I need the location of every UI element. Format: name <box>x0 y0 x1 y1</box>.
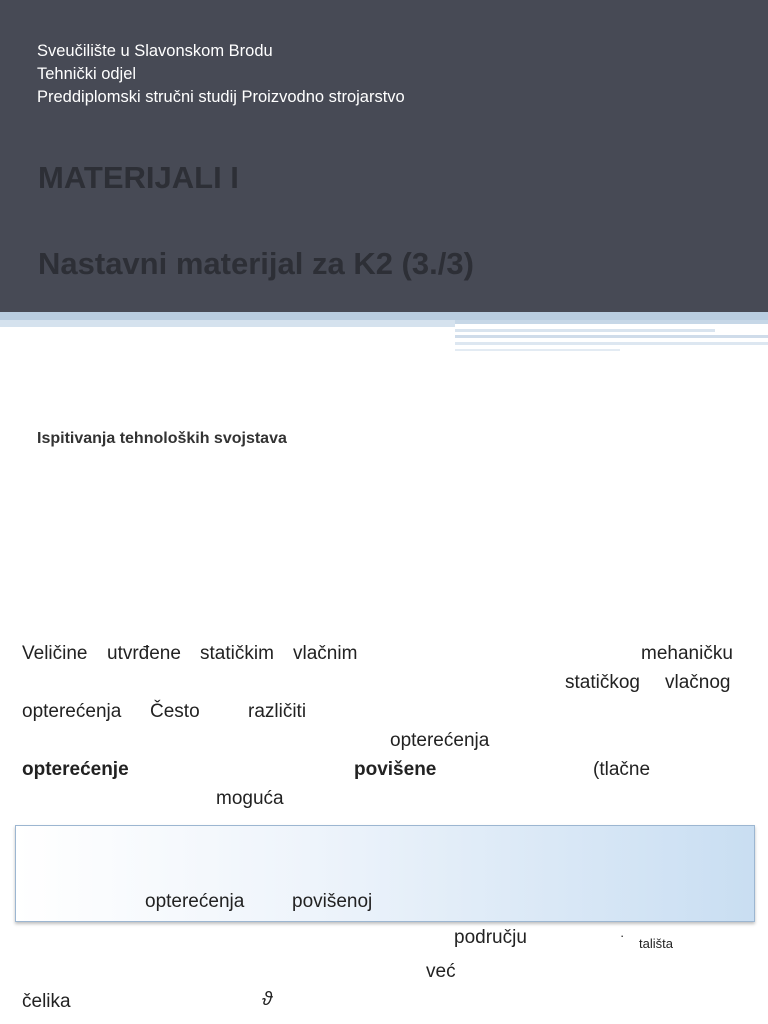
institution-line: Sveučilište u Slavonskom Brodu <box>37 42 273 60</box>
text-fragment: povišenoj <box>292 891 373 912</box>
text-fragment-small: tališta <box>639 936 673 951</box>
text-fragment: mehaničku <box>641 643 733 664</box>
text-fragment: čelika <box>22 991 71 1012</box>
text-fragment: Veličine <box>22 643 88 664</box>
theta-symbol: ϑ <box>262 989 273 1010</box>
text-fragment: (tlačne <box>593 759 651 780</box>
text-fragment: moguća <box>216 788 284 809</box>
highlight-box <box>15 825 755 922</box>
text-fragment: različiti <box>248 701 307 722</box>
text-fragment: vlačnim <box>293 643 358 664</box>
text-fragment-bold: povišene <box>354 759 437 780</box>
institution-block <box>37 40 405 109</box>
text-fragment: statičkog <box>565 672 640 693</box>
title-header <box>0 0 768 312</box>
text-fragment-bold: opterećenje <box>22 759 129 780</box>
text-fragment: opterećenja <box>22 701 122 722</box>
document-title: MATERIJALI I <box>38 160 239 195</box>
text-fragment: području <box>454 927 527 948</box>
text-fragment: već <box>426 961 456 982</box>
text-fragment: vlačnog <box>665 672 731 693</box>
program-line: Preddiplomski stručni studij Proizvodno strojarstvo <box>37 88 405 106</box>
text-fragment: Često <box>150 701 200 722</box>
document-subtitle: Nastavni materijal za K2 (3./3) <box>38 246 474 281</box>
text-fragment: opterećenja <box>145 891 245 912</box>
bullet-dot: · <box>620 928 625 943</box>
text-fragment: statičkim <box>200 643 274 664</box>
text-fragment: opterećenja <box>390 730 490 751</box>
text-fragment: utvrđene <box>107 643 181 664</box>
section-heading: Ispitivanja tehnoloških svojstava <box>37 430 287 447</box>
department-line: Tehnički odjel <box>37 65 137 83</box>
decorative-stripes <box>0 312 768 356</box>
